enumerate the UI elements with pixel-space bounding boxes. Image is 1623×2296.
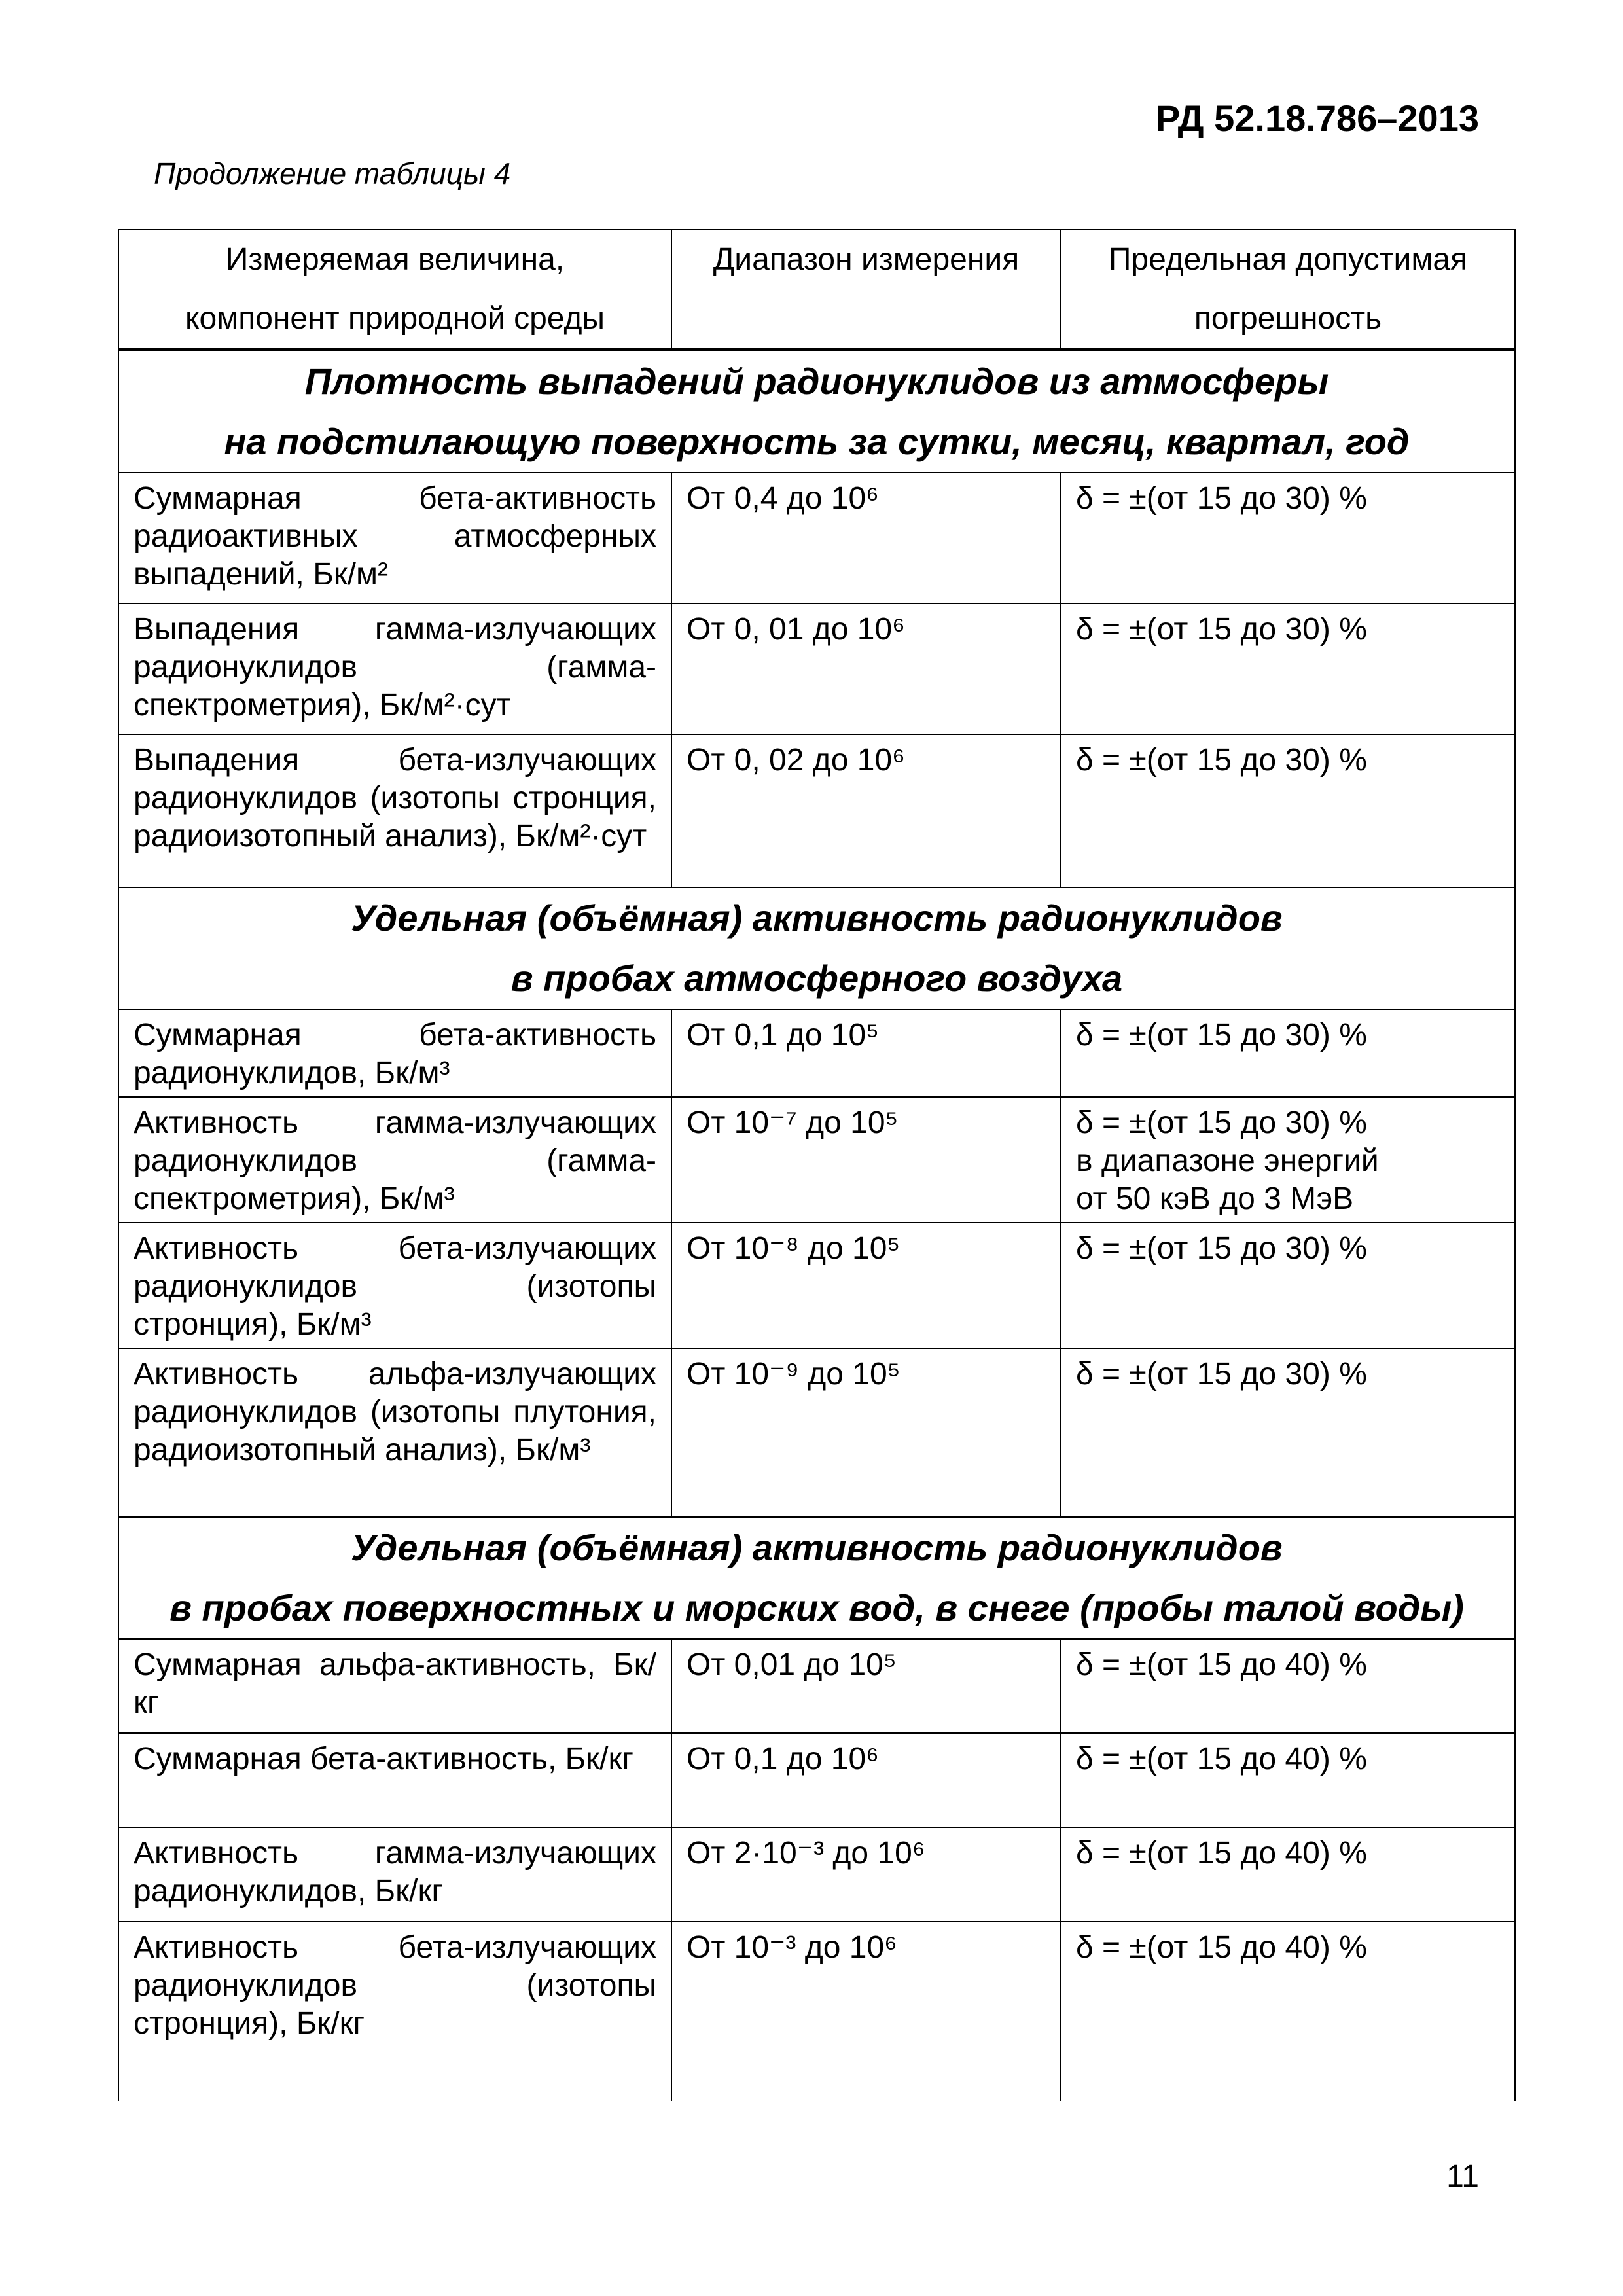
section-title-line: Удельная (объёмная) активность радионуклидов xyxy=(351,897,1283,939)
section-title xyxy=(118,350,1515,473)
section-title-row xyxy=(118,888,1515,1009)
range-cell: От 10⁻⁷ до 10⁵ xyxy=(671,1097,1061,1223)
section-title xyxy=(118,1517,1515,1639)
table-row xyxy=(118,1223,1515,1348)
table-row xyxy=(118,1922,1515,2101)
section-title-row xyxy=(118,350,1515,473)
quantity-cell: Суммарная альфа-активность, Бк/кг xyxy=(118,1639,671,1733)
measurement-table xyxy=(118,229,1516,2101)
quantity-cell: Активность бета-излучающих радионуклидов (изотопы стронция), Бк/кг xyxy=(118,1922,671,2101)
table-row xyxy=(118,603,1515,734)
error-cell: δ = ±(от 15 до 40) % xyxy=(1061,1827,1515,1922)
error-cell: δ = ±(от 15 до 30) % xyxy=(1061,1223,1515,1348)
table-row xyxy=(118,734,1515,888)
table-row xyxy=(118,1348,1515,1517)
quantity-cell: Активность гамма-излучающих радионуклидов (гамма-спектрометрия), Бк/м³ xyxy=(118,1097,671,1223)
error-cell: δ = ±(от 15 до 30) % xyxy=(1061,1348,1515,1517)
column-header-line: компонент природной среды xyxy=(185,301,605,336)
quantity-cell: Суммарная бета-активность радионуклидов, Бк/м³ xyxy=(118,1009,671,1097)
range-cell: От 0, 01 до 10⁶ xyxy=(671,603,1061,734)
error-cell: δ = ±(от 15 до 30) % xyxy=(1061,603,1515,734)
section-title xyxy=(118,888,1515,1009)
quantity-cell: Активность гамма-излучающих радионуклидов, Бк/кг xyxy=(118,1827,671,1922)
quantity-cell: Выпадения гамма-излучающих радионуклидов (гамма-спектрометрия), Бк/м²·сут xyxy=(118,603,671,734)
section-title-line: в пробах атмосферного воздуха xyxy=(510,958,1123,999)
quantity-cell: Активность бета-излучающих радионуклидов (изотопы стронция), Бк/м³ xyxy=(118,1223,671,1348)
error-line: δ = ±(от 15 до 30) % xyxy=(1076,1105,1367,1140)
table-continuation-caption: Продолжение таблицы 4 xyxy=(154,156,511,190)
quantity-cell: Выпадения бета-излучающих радионуклидов (изотопы стронция, радиоизотопный анализ), Бк/м²·сут xyxy=(118,734,671,888)
section-title-line: в пробах поверхностных и морских вод, в снеге (пробы талой воды) xyxy=(169,1587,1464,1628)
column-header-line: погрешность xyxy=(1194,301,1382,336)
column-header-line: Предельная допустимая xyxy=(1108,242,1468,277)
error-cell: δ = ±(от 15 до 30) % xyxy=(1061,734,1515,888)
table-row xyxy=(118,1639,1515,1733)
range-cell: От 0,1 до 10⁵ xyxy=(671,1009,1061,1097)
error-cell: δ = ±(от 15 до 30) % xyxy=(1061,473,1515,603)
range-cell: От 0, 02 до 10⁶ xyxy=(671,734,1061,888)
error-cell: δ = ±(от 15 до 30) % xyxy=(1061,1009,1515,1097)
range-cell: От 0,4 до 10⁶ xyxy=(671,473,1061,603)
table-row xyxy=(118,1097,1515,1223)
range-cell: От 10⁻⁹ до 10⁵ xyxy=(671,1348,1061,1517)
range-cell: От 0,01 до 10⁵ xyxy=(671,1639,1061,1733)
error-line: в диапазоне энергий xyxy=(1076,1143,1379,1178)
table-row xyxy=(118,1733,1515,1827)
range-cell: От 0,1 до 10⁶ xyxy=(671,1733,1061,1827)
column-header-line: Диапазон измерения xyxy=(713,242,1020,277)
error-cell: δ = ±(от 15 до 40) % xyxy=(1061,1639,1515,1733)
table-header-row xyxy=(118,230,1515,350)
table-row xyxy=(118,473,1515,603)
section-title-line: на подстилающую поверхность за сутки, месяц, квартал, год xyxy=(224,421,1410,462)
section-title-line: Плотность выпадений радионуклидов из атмосферы xyxy=(304,361,1329,402)
error-line: от 50 кэВ до 3 МэВ xyxy=(1076,1181,1354,1216)
quantity-cell: Активность альфа-излучающих радионуклидов (изотопы плутония, радиоизотопный анализ), Бк/м³ xyxy=(118,1348,671,1517)
range-cell: От 10⁻⁸ до 10⁵ xyxy=(671,1223,1061,1348)
column-header-line: Измеряемая величина, xyxy=(225,242,565,277)
quantity-cell: Суммарная бета-активность радиоактивных атмосферных выпадений, Бк/м² xyxy=(118,473,671,603)
range-cell: От 10⁻³ до 10⁶ xyxy=(671,1922,1061,2101)
section-title-row xyxy=(118,1517,1515,1639)
column-header-range xyxy=(671,230,1061,350)
range-cell: От 2·10⁻³ до 10⁶ xyxy=(671,1827,1061,1922)
section-title-line: Удельная (объёмная) активность радионуклидов xyxy=(351,1527,1283,1568)
quantity-cell: Суммарная бета-активность, Бк/кг xyxy=(118,1733,671,1827)
page-number: 11 xyxy=(1446,2159,1479,2194)
table-row xyxy=(118,1827,1515,1922)
column-header-error xyxy=(1061,230,1515,350)
error-cell xyxy=(1061,1097,1515,1223)
table-row xyxy=(118,1009,1515,1097)
column-header-quantity xyxy=(118,230,671,350)
error-cell: δ = ±(от 15 до 40) % xyxy=(1061,1922,1515,2101)
error-cell: δ = ±(от 15 до 40) % xyxy=(1061,1733,1515,1827)
document-code: РД 52.18.786–2013 xyxy=(1155,98,1479,139)
